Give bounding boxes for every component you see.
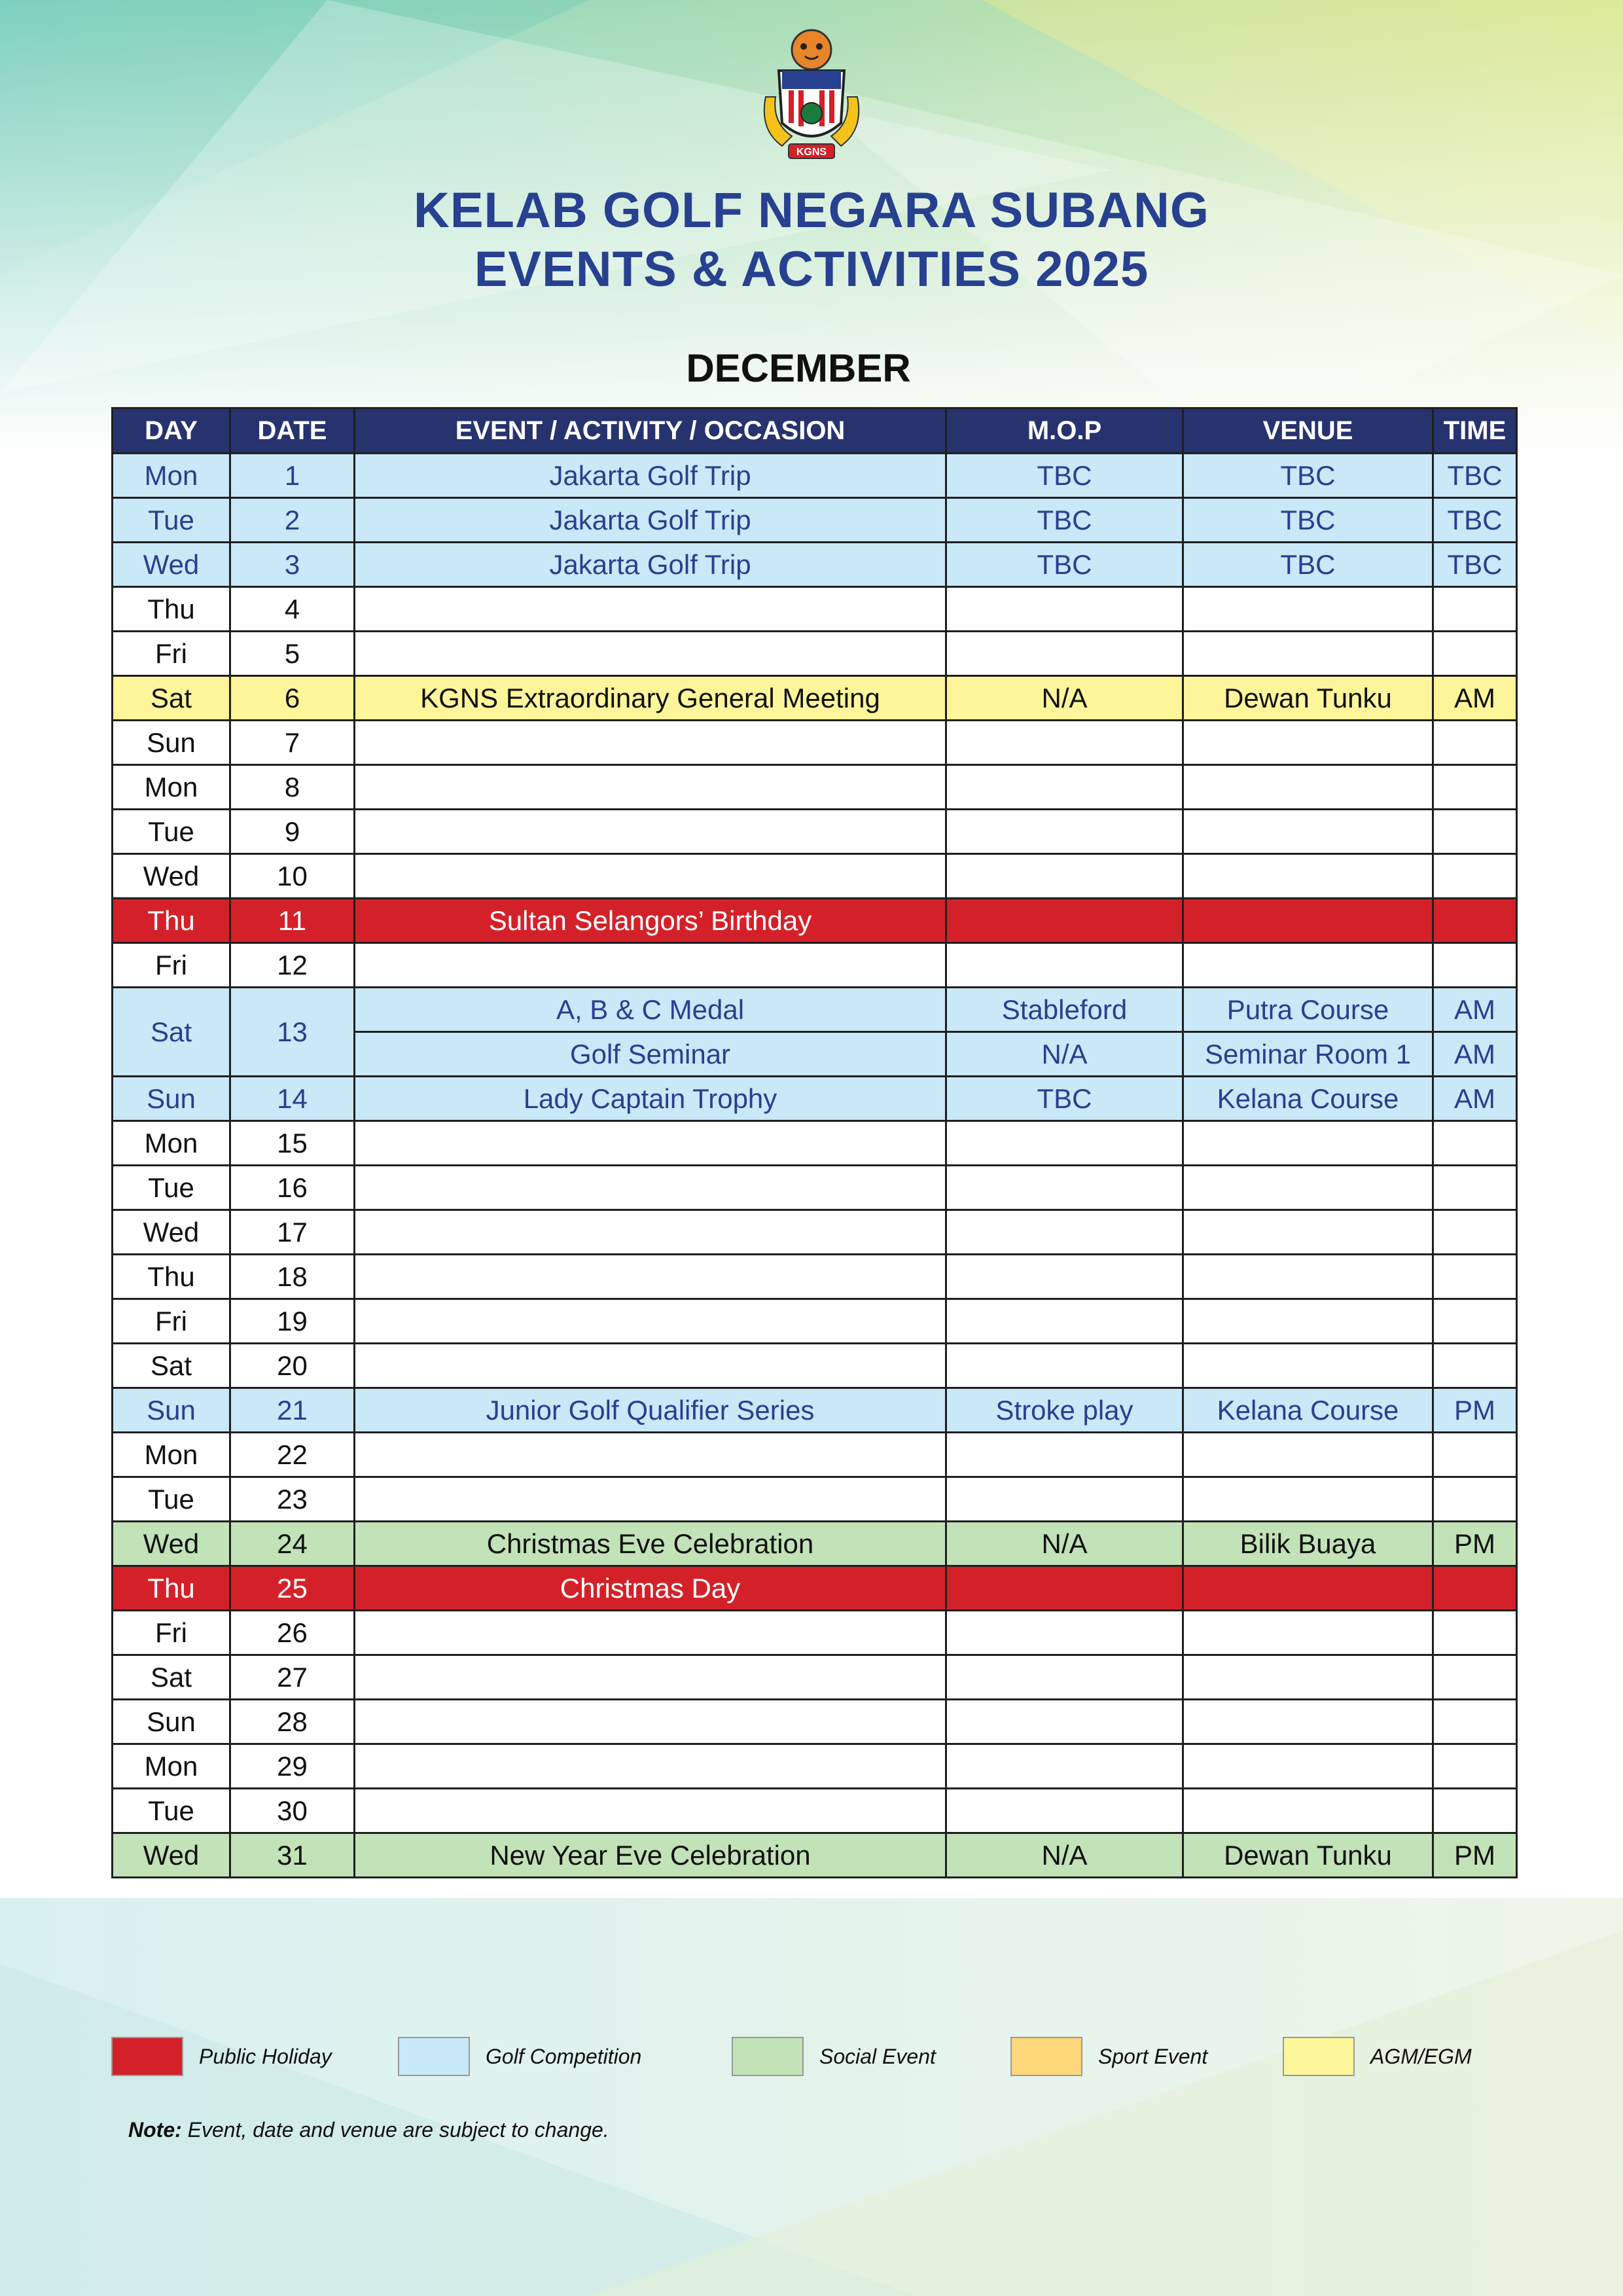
cell-mop bbox=[946, 1700, 1183, 1744]
cell-mop bbox=[946, 1166, 1183, 1210]
cell-mop bbox=[946, 1299, 1183, 1344]
cell-mop bbox=[946, 1210, 1183, 1255]
table-row bbox=[113, 1522, 1517, 1566]
cell-date: 17 bbox=[230, 1210, 355, 1255]
cell-date: 14 bbox=[230, 1077, 355, 1121]
cell-time bbox=[1433, 1744, 1517, 1789]
cell-venue bbox=[1183, 1210, 1433, 1255]
cell-date: 27 bbox=[230, 1655, 355, 1700]
cell-venue bbox=[1183, 854, 1433, 899]
cell-date: 29 bbox=[230, 1744, 355, 1789]
cell-time: TBC bbox=[1433, 454, 1517, 498]
club-crest-logo bbox=[753, 25, 870, 166]
cell-day: Fri bbox=[113, 632, 230, 676]
cell-mop bbox=[946, 1611, 1183, 1655]
cell-day: Mon bbox=[113, 454, 230, 498]
cell-date: 13 bbox=[230, 988, 355, 1077]
legend-label: Social Event bbox=[819, 2044, 936, 2068]
table-row bbox=[113, 1655, 1517, 1700]
cell-date: 24 bbox=[230, 1522, 355, 1566]
cell-time bbox=[1433, 1655, 1517, 1700]
cell-date: 6 bbox=[230, 676, 355, 721]
table-row bbox=[113, 1566, 1517, 1611]
cell-day: Tue bbox=[113, 1477, 230, 1522]
cell-day: Wed bbox=[113, 1833, 230, 1878]
cell-mop bbox=[946, 899, 1183, 943]
cell-day: Sat bbox=[113, 1344, 230, 1388]
cell-day: Tue bbox=[113, 498, 230, 543]
cell-event bbox=[355, 1789, 946, 1833]
legend-label: Sport Event bbox=[1098, 2044, 1208, 2068]
table-row bbox=[113, 498, 1517, 543]
cell-time: AM bbox=[1433, 1077, 1517, 1121]
table-row bbox=[113, 1477, 1517, 1522]
cell-venue: Kelana Course bbox=[1183, 1077, 1433, 1121]
cell-mop bbox=[946, 1789, 1183, 1833]
cell-event bbox=[355, 1299, 946, 1344]
cell-mop bbox=[946, 765, 1183, 810]
cell-venue bbox=[1183, 1700, 1433, 1744]
table-row bbox=[113, 1833, 1517, 1878]
cell-time: AM bbox=[1433, 676, 1517, 721]
cell-venue bbox=[1183, 1789, 1433, 1833]
cell-venue: Kelana Course bbox=[1183, 1388, 1433, 1433]
cell-time bbox=[1433, 1789, 1517, 1833]
cell-day: Thu bbox=[113, 587, 230, 632]
cell-venue: Putra Course bbox=[1183, 988, 1433, 1032]
cell-time bbox=[1433, 1477, 1517, 1522]
cell-time bbox=[1433, 1344, 1517, 1388]
table-row bbox=[113, 632, 1517, 676]
table-row bbox=[113, 1166, 1517, 1210]
color-legend bbox=[111, 2036, 1516, 2081]
table-row bbox=[113, 1210, 1517, 1255]
cell-mop bbox=[946, 1433, 1183, 1477]
table-row bbox=[113, 454, 1517, 498]
cell-mop: Stableford bbox=[946, 988, 1183, 1032]
cell-day: Mon bbox=[113, 1744, 230, 1789]
cell-mop bbox=[946, 854, 1183, 899]
cell-venue bbox=[1183, 1744, 1433, 1789]
cell-day: Mon bbox=[113, 1121, 230, 1166]
cell-time bbox=[1433, 1299, 1517, 1344]
cell-mop bbox=[946, 1655, 1183, 1700]
cell-event bbox=[355, 721, 946, 765]
cell-day: Wed bbox=[113, 854, 230, 899]
cell-time: TBC bbox=[1433, 543, 1517, 587]
cell-event bbox=[355, 1655, 946, 1700]
cell-event: Jakarta Golf Trip bbox=[355, 498, 946, 543]
cell-mop: Stroke play bbox=[946, 1388, 1183, 1433]
cell-event bbox=[355, 1700, 946, 1744]
cell-time: AM bbox=[1433, 988, 1517, 1032]
cell-mop bbox=[946, 1566, 1183, 1611]
cell-date: 3 bbox=[230, 543, 355, 587]
cell-event bbox=[355, 765, 946, 810]
cell-day: Mon bbox=[113, 765, 230, 810]
cell-day: Wed bbox=[113, 1210, 230, 1255]
cell-venue: Bilik Buaya bbox=[1183, 1522, 1433, 1566]
cell-venue bbox=[1183, 1121, 1433, 1166]
table-row bbox=[113, 899, 1517, 943]
cell-time bbox=[1433, 1566, 1517, 1611]
cell-date: 31 bbox=[230, 1833, 355, 1878]
cell-event: A, B & C Medal bbox=[355, 988, 946, 1032]
cell-mop: TBC bbox=[946, 498, 1183, 543]
cell-day: Fri bbox=[113, 1611, 230, 1655]
cell-date: 12 bbox=[230, 943, 355, 988]
column-header-venue: VENUE bbox=[1183, 408, 1433, 454]
cell-date: 10 bbox=[230, 854, 355, 899]
cell-day: Thu bbox=[113, 1566, 230, 1611]
cell-event: Lady Captain Trophy bbox=[355, 1077, 946, 1121]
cell-venue bbox=[1183, 1611, 1433, 1655]
cell-date: 9 bbox=[230, 810, 355, 854]
note-label: Note: bbox=[128, 2118, 182, 2142]
cell-day: Sun bbox=[113, 1077, 230, 1121]
cell-event bbox=[355, 810, 946, 854]
table-row bbox=[113, 810, 1517, 854]
cell-venue: Dewan Tunku bbox=[1183, 676, 1433, 721]
column-header-mop: M.O.P bbox=[946, 408, 1183, 454]
cell-day: Sun bbox=[113, 1388, 230, 1433]
legend-label: Golf Competition bbox=[486, 2044, 642, 2068]
cell-time bbox=[1433, 765, 1517, 810]
table-row bbox=[113, 543, 1517, 587]
events-table bbox=[111, 407, 1516, 1878]
cell-day: Mon bbox=[113, 1433, 230, 1477]
cell-event bbox=[355, 943, 946, 988]
cell-venue bbox=[1183, 721, 1433, 765]
cell-mop: TBC bbox=[946, 454, 1183, 498]
cell-date: 4 bbox=[230, 587, 355, 632]
column-header-time: TIME bbox=[1433, 408, 1517, 454]
cell-date: 21 bbox=[230, 1388, 355, 1433]
cell-mop: TBC bbox=[946, 543, 1183, 587]
cell-venue bbox=[1183, 1433, 1433, 1477]
cell-venue bbox=[1183, 1655, 1433, 1700]
legend-label: Public Holiday bbox=[199, 2044, 332, 2068]
cell-venue: TBC bbox=[1183, 498, 1433, 543]
cell-date: 7 bbox=[230, 721, 355, 765]
cell-venue bbox=[1183, 1477, 1433, 1522]
cell-time bbox=[1433, 943, 1517, 988]
cell-venue bbox=[1183, 1255, 1433, 1299]
table-row bbox=[113, 676, 1517, 721]
cell-date: 22 bbox=[230, 1433, 355, 1477]
cell-date: 30 bbox=[230, 1789, 355, 1833]
legend-item-public-holiday bbox=[111, 2036, 332, 2077]
cell-venue: TBC bbox=[1183, 543, 1433, 587]
legend-swatch bbox=[732, 2037, 804, 2076]
cell-venue: Dewan Tunku bbox=[1183, 1833, 1433, 1878]
legend-item-sport-event bbox=[1010, 2036, 1207, 2077]
legend-swatch bbox=[1283, 2037, 1355, 2076]
column-header-event: EVENT / ACTIVITY / OCCASION bbox=[355, 408, 946, 454]
cell-event bbox=[355, 1744, 946, 1789]
cell-venue bbox=[1183, 810, 1433, 854]
table-row bbox=[113, 1121, 1517, 1166]
cell-event bbox=[355, 1255, 946, 1299]
cell-mop bbox=[946, 1344, 1183, 1388]
cell-event bbox=[355, 1166, 946, 1210]
cell-mop bbox=[946, 632, 1183, 676]
cell-event bbox=[355, 1433, 946, 1477]
cell-event: New Year Eve Celebration bbox=[355, 1833, 946, 1878]
cell-mop bbox=[946, 1477, 1183, 1522]
cell-time: PM bbox=[1433, 1833, 1517, 1878]
table-row bbox=[113, 765, 1517, 810]
cell-time: TBC bbox=[1433, 498, 1517, 543]
cell-date: 16 bbox=[230, 1166, 355, 1210]
cell-day: Sun bbox=[113, 721, 230, 765]
legend-swatch bbox=[111, 2037, 183, 2076]
column-header-date: DATE bbox=[230, 408, 355, 454]
cell-event bbox=[355, 632, 946, 676]
table-body bbox=[113, 454, 1517, 1878]
table-row bbox=[113, 721, 1517, 765]
legend-swatch bbox=[1010, 2037, 1082, 2076]
cell-event bbox=[355, 587, 946, 632]
cell-day: Sat bbox=[113, 988, 230, 1077]
cell-mop: TBC bbox=[946, 1077, 1183, 1121]
cell-date: 1 bbox=[230, 454, 355, 498]
cell-time: AM bbox=[1433, 1032, 1517, 1077]
footnote bbox=[128, 2118, 609, 2142]
table-row bbox=[113, 1744, 1517, 1789]
cell-day: Thu bbox=[113, 899, 230, 943]
cell-event bbox=[355, 1477, 946, 1522]
cell-venue bbox=[1183, 587, 1433, 632]
cell-venue: TBC bbox=[1183, 454, 1433, 498]
cell-day: Sat bbox=[113, 676, 230, 721]
cell-mop bbox=[946, 1744, 1183, 1789]
legend-item-social-event bbox=[732, 2036, 936, 2077]
cell-time: PM bbox=[1433, 1388, 1517, 1433]
cell-time bbox=[1433, 721, 1517, 765]
cell-date: 11 bbox=[230, 899, 355, 943]
table-row bbox=[113, 1388, 1517, 1433]
cell-venue bbox=[1183, 632, 1433, 676]
cell-venue bbox=[1183, 899, 1433, 943]
page-title-line2: EVENTS & ACTIVITIES 2025 bbox=[474, 242, 1149, 297]
cell-date: 2 bbox=[230, 498, 355, 543]
cell-venue bbox=[1183, 1166, 1433, 1210]
cell-date: 28 bbox=[230, 1700, 355, 1744]
table-row bbox=[113, 988, 1517, 1032]
cell-mop: N/A bbox=[946, 1032, 1183, 1077]
legend-label: AGM/EGM bbox=[1370, 2044, 1472, 2068]
cell-time bbox=[1433, 632, 1517, 676]
cell-event: Christmas Day bbox=[355, 1566, 946, 1611]
cell-date: 19 bbox=[230, 1299, 355, 1344]
cell-venue bbox=[1183, 1344, 1433, 1388]
column-header-day: DAY bbox=[113, 408, 230, 454]
cell-time bbox=[1433, 1611, 1517, 1655]
cell-time bbox=[1433, 1121, 1517, 1166]
cell-day: Fri bbox=[113, 1299, 230, 1344]
cell-day: Thu bbox=[113, 1255, 230, 1299]
cell-date: 26 bbox=[230, 1611, 355, 1655]
legend-item-agm-egm bbox=[1283, 2036, 1472, 2077]
cell-mop bbox=[946, 721, 1183, 765]
cell-time bbox=[1433, 899, 1517, 943]
cell-venue bbox=[1183, 1299, 1433, 1344]
cell-event: Jakarta Golf Trip bbox=[355, 543, 946, 587]
page-title-line1: KELAB GOLF NEGARA SUBANG bbox=[413, 183, 1210, 238]
cell-date: 23 bbox=[230, 1477, 355, 1522]
cell-event: Sultan Selangors’ Birthday bbox=[355, 899, 946, 943]
cell-venue bbox=[1183, 943, 1433, 988]
cell-mop bbox=[946, 810, 1183, 854]
table-row bbox=[113, 854, 1517, 899]
cell-venue bbox=[1183, 1566, 1433, 1611]
cell-date: 25 bbox=[230, 1566, 355, 1611]
cell-event: Junior Golf Qualifier Series bbox=[355, 1388, 946, 1433]
cell-day: Tue bbox=[113, 1166, 230, 1210]
cell-time bbox=[1433, 587, 1517, 632]
table-row bbox=[113, 1077, 1517, 1121]
cell-mop bbox=[946, 1121, 1183, 1166]
cell-time bbox=[1433, 1210, 1517, 1255]
cell-day: Sat bbox=[113, 1655, 230, 1700]
table-row bbox=[113, 587, 1517, 632]
cell-time bbox=[1433, 810, 1517, 854]
cell-event bbox=[355, 1121, 946, 1166]
logo-text: KGNS bbox=[796, 147, 827, 158]
cell-event: Golf Seminar bbox=[355, 1032, 946, 1077]
cell-day: Wed bbox=[113, 1522, 230, 1566]
table-row bbox=[113, 1700, 1517, 1744]
cell-event: KGNS Extraordinary General Meeting bbox=[355, 676, 946, 721]
cell-time: PM bbox=[1433, 1522, 1517, 1566]
cell-mop: N/A bbox=[946, 1833, 1183, 1878]
table-row bbox=[113, 1611, 1517, 1655]
table-row bbox=[113, 1789, 1517, 1833]
cell-event bbox=[355, 1210, 946, 1255]
cell-day: Tue bbox=[113, 1789, 230, 1833]
legend-swatch bbox=[398, 2037, 470, 2076]
cell-date: 5 bbox=[230, 632, 355, 676]
cell-event: Christmas Eve Celebration bbox=[355, 1522, 946, 1566]
note-text: Event, date and venue are subject to change. bbox=[181, 2118, 609, 2142]
legend-item-golf-competition bbox=[398, 2036, 641, 2077]
cell-event: Jakarta Golf Trip bbox=[355, 454, 946, 498]
table-row bbox=[113, 1255, 1517, 1299]
cell-date: 20 bbox=[230, 1344, 355, 1388]
cell-date: 8 bbox=[230, 765, 355, 810]
cell-day: Tue bbox=[113, 810, 230, 854]
cell-time bbox=[1433, 1433, 1517, 1477]
cell-day: Sun bbox=[113, 1700, 230, 1744]
table-row bbox=[113, 1299, 1517, 1344]
cell-event bbox=[355, 1344, 946, 1388]
table-row bbox=[113, 1433, 1517, 1477]
cell-day: Wed bbox=[113, 543, 230, 587]
month-heading: DECEMBER bbox=[686, 346, 911, 390]
cell-day: Fri bbox=[113, 943, 230, 988]
cell-venue: Seminar Room 1 bbox=[1183, 1032, 1433, 1077]
table-row bbox=[113, 1344, 1517, 1388]
cell-mop bbox=[946, 943, 1183, 988]
cell-mop: N/A bbox=[946, 676, 1183, 721]
cell-time bbox=[1433, 854, 1517, 899]
cell-event bbox=[355, 854, 946, 899]
cell-time bbox=[1433, 1255, 1517, 1299]
cell-date: 15 bbox=[230, 1121, 355, 1166]
table-row bbox=[113, 943, 1517, 988]
cell-mop bbox=[946, 1255, 1183, 1299]
cell-mop bbox=[946, 587, 1183, 632]
table-header-row bbox=[113, 408, 1517, 454]
cell-date: 18 bbox=[230, 1255, 355, 1299]
cell-venue bbox=[1183, 765, 1433, 810]
cell-time bbox=[1433, 1700, 1517, 1744]
cell-time bbox=[1433, 1166, 1517, 1210]
cell-event bbox=[355, 1611, 946, 1655]
cell-mop: N/A bbox=[946, 1522, 1183, 1566]
